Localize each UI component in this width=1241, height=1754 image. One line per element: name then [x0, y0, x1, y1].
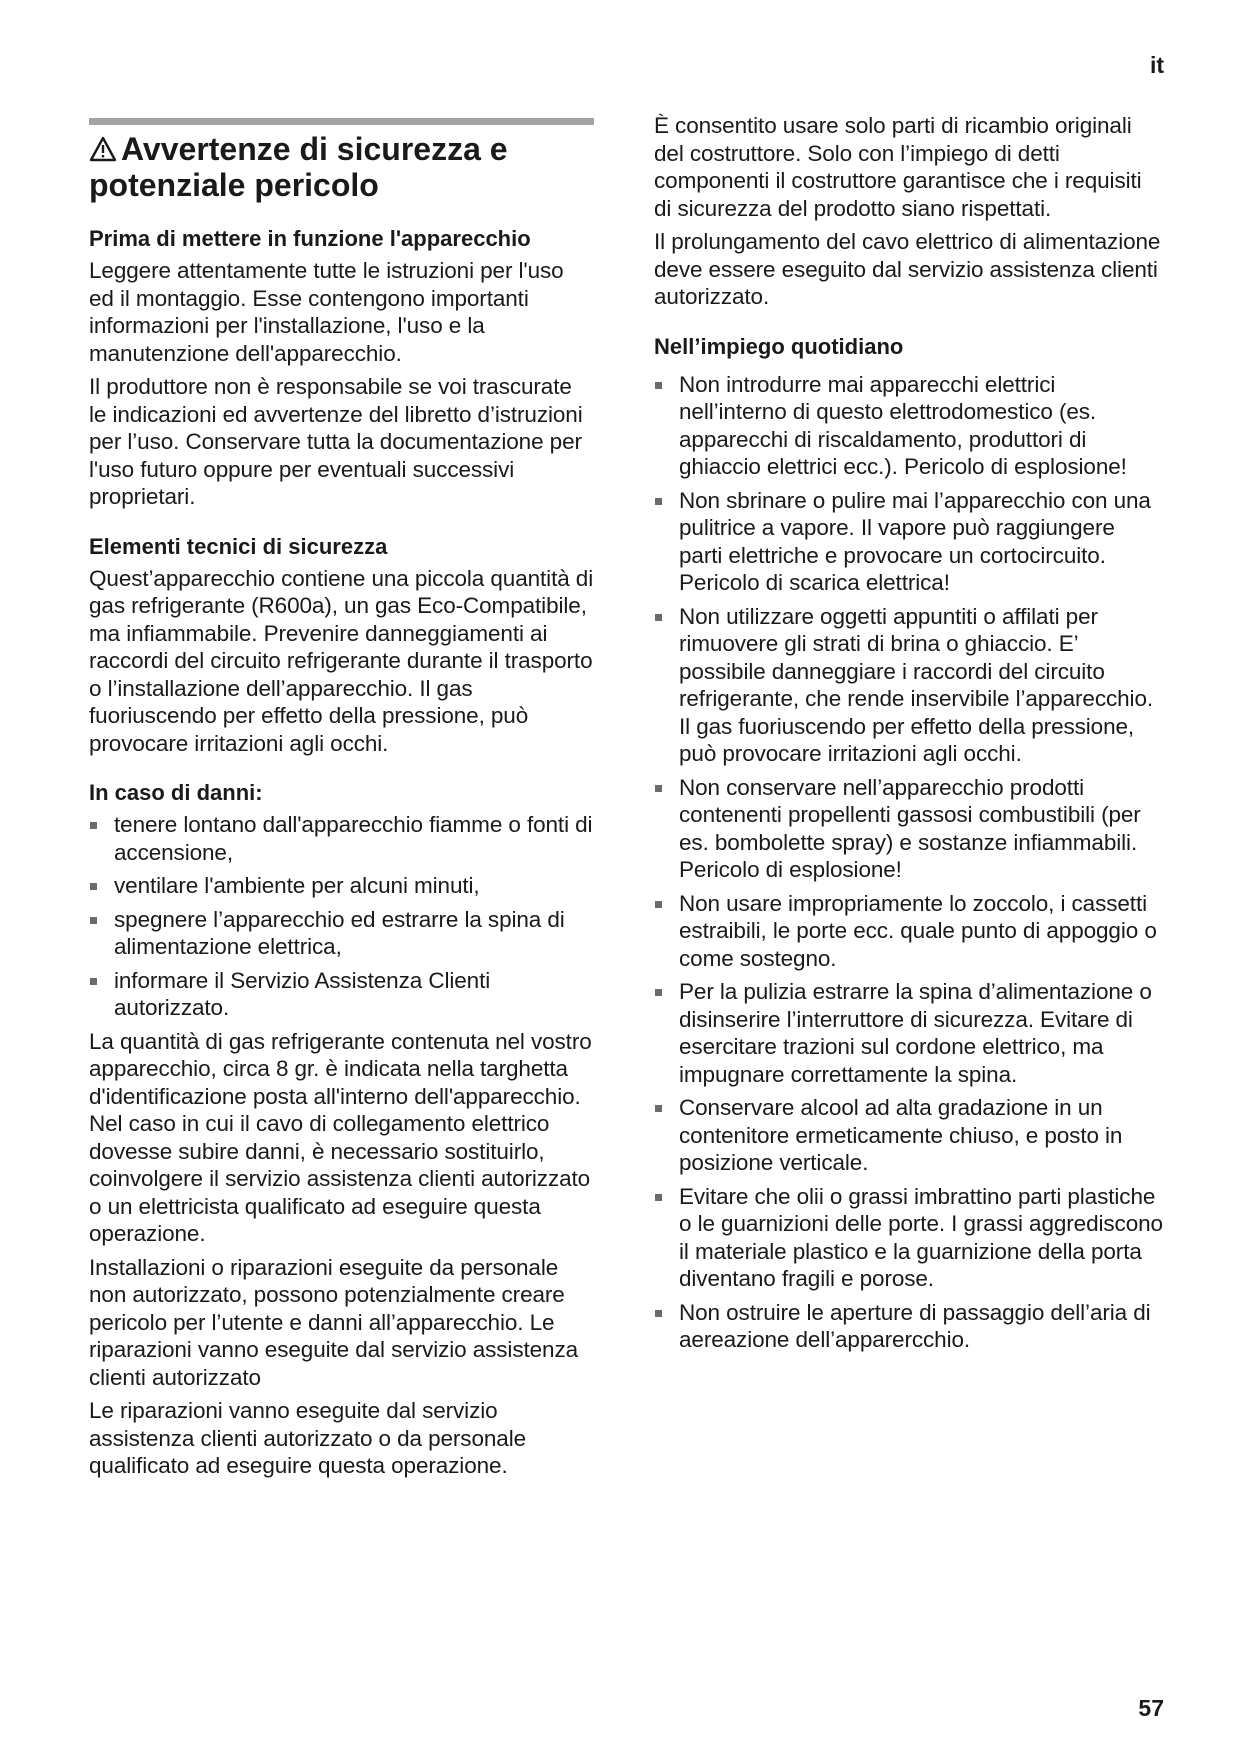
list-item: ventilare l'ambiente per alcuni minuti,: [89, 872, 594, 900]
section-rule: [89, 118, 594, 125]
list-item: Non utilizzare oggetti appuntiti o affilati per rimuovere gli strati di brina o ghiaccio. E’ possibile danneggiare i raccordi del circuito refrigerante, che rende inservibile l’apparecchio. Il gas fuoriuscendo per effetto della pressione, può provocare irritazioni agli occhi.: [654, 603, 1164, 768]
section-heading-damage: In caso di danni:: [89, 780, 263, 805]
list-item: Conservare alcool ad alta gradazione in un contenitore ermeticamente chiuso, e posto in posizione verticale.: [654, 1094, 1164, 1177]
list-item: informare il Servizio Assistenza Clienti autorizzato.: [89, 967, 594, 1022]
bullet-icon: [655, 498, 662, 505]
bullet-icon: [655, 1310, 662, 1317]
damage-list: [89, 811, 594, 1022]
list-item: Evitare che olii o grassi imbrattino parti plastiche o le guarnizioni delle porte. I grassi aggrediscono il materiale plastico e la guarnizione della porta diventano fragili e porose.: [654, 1183, 1164, 1293]
left-column: [89, 118, 594, 1486]
bullet-icon: [655, 1194, 662, 1201]
paragraph: Il produttore non è responsabile se voi trascurate le indicazioni ed avvertenze del libretto d’istruzioni per l’uso. Conservare tutta la documentazione per l'uso futuro oppure per eventuali successivi proprietari.: [89, 374, 583, 509]
list-item: Non introdurre mai apparecchi elettrici nell’interno di questo elettrodomestico (es. apparecchi di riscaldamento, produttori di ghiaccio elettrici ecc.). Pericolo di esplosione!: [654, 371, 1164, 481]
bullet-icon: [655, 382, 662, 389]
section-heading-before-use: Prima di mettere in funzione l'apparecchio: [89, 226, 531, 251]
bullet-icon: [655, 614, 662, 621]
language-code: it: [1149, 52, 1164, 78]
right-column: [654, 112, 1164, 1360]
paragraph: Installazioni o riparazioni eseguite da personale non autorizzato, possono potenzialmente creare pericolo per l’utente e danni all’apparecchio. Le riparazioni vanno eseguite dal servizio assistenza clienti autorizzato: [89, 1254, 579, 1390]
list-item: Non conservare nell’apparecchio prodotti contenenti propellenti gassosi combustibili (per es. bombolette spray) e sostanze infiammabili. Pericolo di esplosione!: [654, 774, 1164, 884]
bullet-icon: [90, 978, 97, 985]
paragraph: Quest’apparecchio contiene una piccola quantità di gas refrigerante (R600a), un gas Eco-Compatibile, ma infiammabile. Prevenire danneggiamenti ai raccordi del circuito refrigerante durante il trasporto o l’installazione dell’apparecchio. Il gas fuoriuscendo per effetto della pressione, può provocare irritazioni agli occhi.: [89, 565, 594, 756]
page-title: [89, 131, 594, 203]
paragraph: Le riparazioni vanno eseguite dal servizio assistenza clienti autorizzato o da personale qualificato ad eseguire questa operazione.: [89, 1398, 527, 1478]
bullet-icon: [655, 785, 662, 792]
list-item: Non sbrinare o pulire mai l’apparecchio con una pulitrice a vapore. Il vapore può raggiungere parti elettriche e provocare un cortocircuito. Pericolo di scarica elettrica!: [654, 487, 1164, 597]
warning-icon: [89, 136, 117, 162]
bullet-icon: [90, 883, 97, 890]
bullet-icon: [655, 1105, 662, 1112]
list-item: Per la pulizia estrarre la spina d’alimentazione o disinserire l’interruttore di sicurezza. Evitare di esercitare trazioni sul cordone elettrico, ma impugnare correttamente la spina.: [654, 978, 1164, 1088]
bullet-icon: [655, 901, 662, 908]
paragraph: La quantità di gas refrigerante contenuta nel vostro apparecchio, circa 8 gr. è indicata nella targhetta d'identificazione posta all'interno dell'apparecchio. Nel caso in cui il cavo di collegamento elettrico dovesse subire danni, è necessario sostituirlo, coinvolgere il servizio assistenza clienti autorizzato o un elettricista qualificato ad eseguire questa operazione.: [89, 1028, 592, 1246]
list-item: Non ostruire le aperture di passaggio dell’aria di aereazione dell’apparercchio.: [654, 1299, 1164, 1354]
page-number: 57: [1138, 1695, 1164, 1721]
list-item: spegnere l’apparecchio ed estrarre la spina di alimentazione elettrica,: [89, 906, 594, 961]
section-heading-safety-elements: Elementi tecnici di sicurezza: [89, 533, 388, 559]
bullet-icon: [655, 989, 662, 996]
daily-use-list: [654, 371, 1164, 1354]
paragraph: Leggere attentamente tutte le istruzioni per l'uso ed il montaggio. Esse contengono importanti informazioni per l'installazione, l'uso e la manutenzione dell'apparecchio.: [89, 258, 564, 366]
paragraph: Il prolungamento del cavo elettrico di alimentazione deve essere eseguito dal servizio assistenza clienti autorizzato.: [654, 229, 1161, 309]
list-item: tenere lontano dall'apparecchio fiamme o fonti di accensione,: [89, 811, 594, 866]
paragraph: È consentito usare solo parti di ricambio originali del costruttore. Solo con l’impiego di detti componenti il costruttore garantisce che i requisiti di sicurezza del prodotto siano rispettati.: [654, 113, 1142, 221]
bullet-icon: [90, 917, 97, 924]
list-item: Non usare impropriamente lo zoccolo, i cassetti estraibili, le porte ecc. quale punto di appoggio o come sostegno.: [654, 890, 1164, 973]
section-heading-daily-use: Nell’impiego quotidiano: [654, 333, 904, 359]
bullet-icon: [90, 822, 97, 829]
page-title-text: Avvertenze di sicurezza e potenziale pericolo: [89, 131, 508, 203]
